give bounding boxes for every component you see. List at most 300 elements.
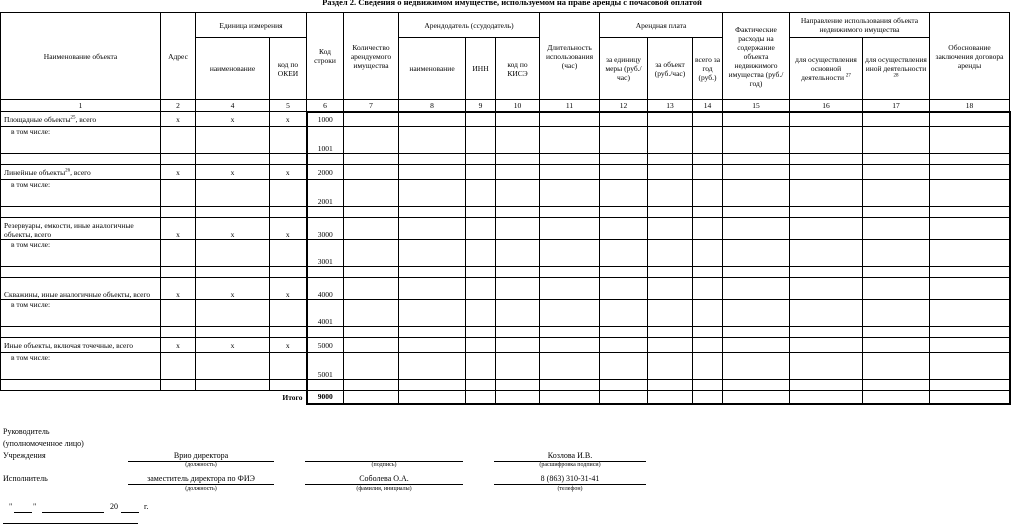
data-cell [693,267,723,278]
data-cell [693,240,723,267]
data-cell [790,165,863,180]
data-cell [600,267,648,278]
column-number: 1 [1,100,161,112]
data-cell [930,391,1010,404]
row-code: 2001 [307,180,344,207]
head-label-3: Учреждения [3,451,46,460]
data-cell [399,267,466,278]
data-cell [648,154,693,165]
executor-position-caption: (должность) [185,486,217,492]
data-cell [496,391,540,404]
table-row [1,165,1010,180]
data-cell [790,112,863,127]
data-cell [344,112,399,127]
header-direction-group: Направление использования объекта недвижимого имущества [790,13,930,38]
data-cell [540,353,600,380]
address-x: x [161,278,196,300]
empty-cell [161,207,196,218]
data-cell [399,353,466,380]
table-row [1,278,1010,300]
total-code: 9000 [307,391,344,404]
data-cell [344,240,399,267]
data-cell [540,154,600,165]
subrow-label: в том числе: [1,127,161,154]
data-cell [863,240,930,267]
data-cell [540,218,600,240]
empty-cell [196,207,270,218]
header-inn: ИНН [466,38,496,100]
empty-cell [270,380,307,391]
header-unit-group: Единица измерения [196,13,307,38]
data-cell [600,112,648,127]
data-cell [648,353,693,380]
row-name-text: Резервуары, емкости, иные аналогичные объекты, всего [4,221,134,239]
data-cell [399,154,466,165]
table-row [1,180,1010,207]
data-cell [863,112,930,127]
column-number: 16 [790,100,863,112]
data-cell [863,380,930,391]
data-cell [790,327,863,338]
data-cell [399,327,466,338]
data-cell [790,218,863,240]
empty-cell [196,300,270,327]
data-cell [466,180,496,207]
data-cell [693,127,723,154]
unit-code-x: x [270,112,307,127]
data-cell [466,278,496,300]
data-cell [693,154,723,165]
empty-cell [270,127,307,154]
data-cell [600,300,648,327]
data-cell [648,180,693,207]
data-cell [399,240,466,267]
column-number: 7 [344,100,399,112]
data-cell [344,327,399,338]
header-dir-main: для осуществления основной деятельности $^{27}$ [790,38,863,100]
head-name-caption: (расшифровка подписи) [539,462,601,468]
column-number: 4 [196,100,270,112]
header-unit-name: наименование [196,38,270,100]
date-year-suffix: г. [144,502,149,511]
empty-cell [270,154,307,165]
data-cell [863,353,930,380]
data-cell [540,300,600,327]
data-cell [863,127,930,154]
data-cell [723,327,790,338]
address-x: x [161,165,196,180]
row-code: 3001 [307,240,344,267]
data-cell [693,338,723,353]
data-cell [540,180,600,207]
row-code: 2000 [307,165,344,180]
subrow-label: в том числе: [1,353,161,380]
data-cell [790,207,863,218]
data-cell [863,154,930,165]
table-row [1,127,1010,154]
data-cell [466,300,496,327]
unit-name-x: x [196,338,270,353]
column-number: 9 [466,100,496,112]
table-row [1,327,1010,338]
data-cell [344,218,399,240]
row-code [307,267,344,278]
data-cell [693,380,723,391]
data-cell [466,267,496,278]
data-cell [930,278,1010,300]
header-address: Адрес [161,13,196,100]
table-row [1,300,1010,327]
date-close-quote: " [33,502,37,511]
data-cell [648,207,693,218]
data-cell [600,380,648,391]
data-cell [496,154,540,165]
data-cell [930,154,1010,165]
column-number: 14 [693,100,723,112]
data-cell [399,207,466,218]
data-cell [496,380,540,391]
empty-cell [1,207,161,218]
empty-cell [196,240,270,267]
data-cell [399,218,466,240]
row-code: 5001 [307,353,344,380]
header-dir-other: для осуществления иной деятельности $^{28}$ [863,38,930,100]
column-number: 5 [270,100,307,112]
data-cell [648,218,693,240]
header-rent-group: Арендная плата [600,13,723,38]
data-cell [693,353,723,380]
data-cell [540,127,600,154]
data-cell [540,338,600,353]
date-open-quote: " [9,502,13,511]
data-cell [693,207,723,218]
data-cell [693,112,723,127]
data-cell [723,300,790,327]
data-cell [600,154,648,165]
row-name [1,338,161,353]
data-cell [790,338,863,353]
data-cell [344,180,399,207]
data-cell [540,207,600,218]
data-cell [399,127,466,154]
footnote-separator [3,523,138,524]
data-cell [723,278,790,300]
data-cell [863,338,930,353]
data-cell [723,380,790,391]
data-cell [344,154,399,165]
data-cell [399,300,466,327]
data-cell [863,180,930,207]
column-number: 6 [307,100,344,112]
subrow-label: в том числе: [1,180,161,207]
head-name: Козлова И.В. [494,451,646,462]
data-cell [496,338,540,353]
data-cell [693,300,723,327]
data-cell [863,207,930,218]
data-cell [790,180,863,207]
header-row-code: Код строки [307,13,344,100]
data-cell [930,380,1010,391]
data-cell [399,180,466,207]
data-cell [344,127,399,154]
empty-cell [196,127,270,154]
empty-cell [161,180,196,207]
header-rented-qty: Количество арендуемого имущества [344,13,399,100]
unit-code-x: x [270,278,307,300]
data-cell [399,380,466,391]
data-cell [790,267,863,278]
data-cell [496,180,540,207]
data-cell [496,240,540,267]
data-cell [693,180,723,207]
unit-code-x: x [270,218,307,240]
empty-cell [270,327,307,338]
data-cell [723,267,790,278]
unit-name-x: x [196,278,270,300]
data-cell [466,380,496,391]
data-cell [723,240,790,267]
data-cell [863,391,930,404]
date-month-line [42,512,104,513]
empty-cell [1,154,161,165]
row-name-text: Площадные объекты [4,114,71,124]
data-cell [863,327,930,338]
subrow-label: в том числе: [1,300,161,327]
row-code: 3000 [307,218,344,240]
data-cell [648,165,693,180]
head-position-caption: (должность) [185,462,217,468]
row-code: 1001 [307,127,344,154]
executor-phone: 8 (863) 310-31-41 [494,474,646,485]
unit-name-x: x [196,165,270,180]
header-basis: Обоснование заключения договора аренды [930,13,1010,100]
empty-cell [270,207,307,218]
empty-cell [196,380,270,391]
column-number: 10 [496,100,540,112]
data-cell [790,391,863,404]
data-cell [466,165,496,180]
row-code: 5000 [307,338,344,353]
data-cell [930,240,1010,267]
data-cell [930,353,1010,380]
data-cell [600,180,648,207]
data-cell [648,127,693,154]
empty-cell [196,327,270,338]
row-code [307,327,344,338]
empty-cell [270,267,307,278]
data-cell [466,112,496,127]
property-table [0,12,1011,405]
empty-cell [196,267,270,278]
data-cell [344,353,399,380]
section-title: Раздел 2. Сведения о недвижимом имуществе, используемом на праве аренды с почасовой оплатой [322,0,702,7]
executor-name: Соболева О.А. [305,474,463,485]
table-row [1,112,1010,127]
row-code: 4001 [307,300,344,327]
data-cell [930,112,1010,127]
data-cell [723,127,790,154]
table-row [1,353,1010,380]
data-cell [496,165,540,180]
empty-cell [161,267,196,278]
column-numbers-row [1,100,1010,112]
data-cell [600,165,648,180]
data-cell [723,218,790,240]
data-cell [344,380,399,391]
data-cell [723,338,790,353]
data-cell [693,218,723,240]
data-cell [790,380,863,391]
header-kise: код по КИСЭ [496,38,540,100]
data-cell [496,278,540,300]
data-cell [863,278,930,300]
row-code [307,207,344,218]
data-cell [466,240,496,267]
empty-cell [161,327,196,338]
data-cell [693,391,723,404]
data-cell [930,300,1010,327]
data-cell [600,278,648,300]
data-cell [466,353,496,380]
data-cell [790,353,863,380]
column-number: 2 [161,100,196,112]
data-cell [930,207,1010,218]
row-code [307,154,344,165]
row-name [1,218,161,240]
unit-name-x: x [196,112,270,127]
subrow-label: в том числе: [1,240,161,267]
data-cell [496,327,540,338]
data-cell [399,338,466,353]
table-row [1,154,1010,165]
data-cell [930,267,1010,278]
column-number: 13 [648,100,693,112]
total-row [1,391,1010,404]
row-code: 4000 [307,278,344,300]
data-cell [496,300,540,327]
date-year-prefix: 20 [110,502,118,511]
executor-position: заместитель директора по ФИЭ [128,474,274,485]
data-cell [540,112,600,127]
column-number: 8 [399,100,466,112]
data-cell [790,240,863,267]
data-cell [466,327,496,338]
executor-phone-caption: (телефон) [557,486,583,492]
data-cell [863,300,930,327]
unit-name-x: x [196,218,270,240]
data-cell [540,267,600,278]
header-lessor-group: Арендодатель (ссудодатель) [399,13,540,38]
head-position: Врио директора [128,451,274,462]
data-cell [399,391,466,404]
data-cell [600,353,648,380]
executor-name-caption: (фамилия, инициалы) [356,486,412,492]
empty-cell [270,240,307,267]
table-row [1,218,1010,240]
header-rent-unit: за единицу меры (руб./час) [600,38,648,100]
empty-cell [270,300,307,327]
total-label: Итого [282,392,303,402]
table-row [1,380,1010,391]
data-cell [466,391,496,404]
data-cell [863,218,930,240]
data-cell [466,338,496,353]
data-cell [723,180,790,207]
data-cell [600,338,648,353]
unit-code-x: x [270,338,307,353]
data-cell [540,391,600,404]
column-number: 17 [863,100,930,112]
data-cell [648,338,693,353]
data-cell [600,127,648,154]
data-cell [344,391,399,404]
data-cell [648,267,693,278]
data-cell [344,165,399,180]
empty-cell [161,300,196,327]
address-x: x [161,338,196,353]
data-cell [930,338,1010,353]
empty-cell [1,380,161,391]
row-name-suffix: , всего [75,114,97,124]
data-cell [693,165,723,180]
data-cell [344,278,399,300]
empty-cell [270,180,307,207]
data-cell [466,207,496,218]
data-cell [496,267,540,278]
data-cell [648,391,693,404]
data-cell [344,338,399,353]
head-label-2: (уполномоченное лицо) [3,439,84,448]
column-number: 18 [930,100,1010,112]
data-cell [540,380,600,391]
data-cell [723,165,790,180]
empty-cell [161,240,196,267]
address-x: x [161,218,196,240]
row-code [307,380,344,391]
data-cell [723,112,790,127]
data-cell [399,278,466,300]
data-cell [930,127,1010,154]
empty-cell [270,353,307,380]
row-name-text: Линейные объекты [4,167,66,177]
data-cell [930,327,1010,338]
empty-cell [161,380,196,391]
footnote-ref: 26 [65,168,71,173]
row-name [1,165,161,180]
empty-cell [1,267,161,278]
data-cell [496,207,540,218]
header-unit-code: код по ОКЕИ [270,38,307,100]
data-cell [790,127,863,154]
footnote-ref: 25 [70,115,76,120]
row-name [1,278,161,300]
data-cell [399,112,466,127]
empty-cell [196,353,270,380]
empty-cell [161,127,196,154]
address-x: x [161,112,196,127]
data-cell [790,278,863,300]
data-cell [648,327,693,338]
header-duration: Длительность использования (час) [540,13,600,100]
data-cell [723,207,790,218]
column-number: 11 [540,100,600,112]
table-row [1,338,1010,353]
data-cell [600,391,648,404]
data-cell [600,240,648,267]
column-number: 15 [723,100,790,112]
row-code: 1000 [307,112,344,127]
executor-label: Исполнитель [3,474,48,483]
